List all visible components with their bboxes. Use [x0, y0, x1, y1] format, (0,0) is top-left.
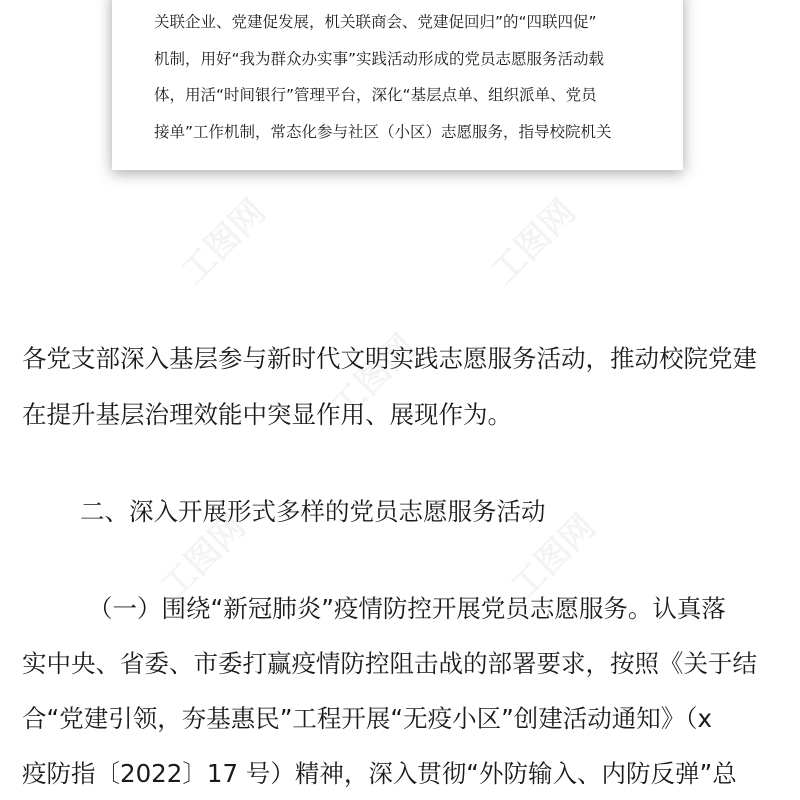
section-heading: 二、深入开展形式多样的党员志愿服务活动: [80, 497, 546, 526]
paragraph-line: 合“党建引领，夯基惠民”工程开展“无疫小区”创建活动通知》（x: [22, 704, 713, 733]
watermark: [478, 186, 585, 293]
card-text-line: 体，用活“时间银行”管理平台，深化“基层点单、组织派单、党员: [154, 86, 597, 104]
quote-card: [112, 0, 683, 170]
paragraph-line: （一）围绕“新冠肺炎”疫情防控开展党员志愿服务。认真落: [88, 594, 726, 623]
paragraph-line: 实中央、省委、市委打赢疫情防控阻击战的部署要求，按照《关于结: [22, 649, 757, 678]
paragraph-line: 各党支部深入基层参与新时代文明实践志愿服务活动，推动校院党建: [22, 344, 757, 373]
card-text-line: 关联企业、党建促发展，机关联商会、党建促回归”的“四联四促”: [154, 13, 597, 31]
card-text-line: 机制，用好“我为群众办实事”实践活动形成的党员志愿服务活动载: [154, 50, 605, 68]
paragraph-line: 在提升基层治理效能中突显作用、展现作为。: [22, 400, 512, 429]
card-text-line: 接单”工作机制，常态化参与社区（小区）志愿服务，指导校院机关: [154, 123, 612, 141]
watermark: [168, 186, 275, 293]
paragraph-line: 疫防指〔2022〕17 号）精神，深入贯彻“外防输入、内防反弹”总: [22, 759, 737, 788]
